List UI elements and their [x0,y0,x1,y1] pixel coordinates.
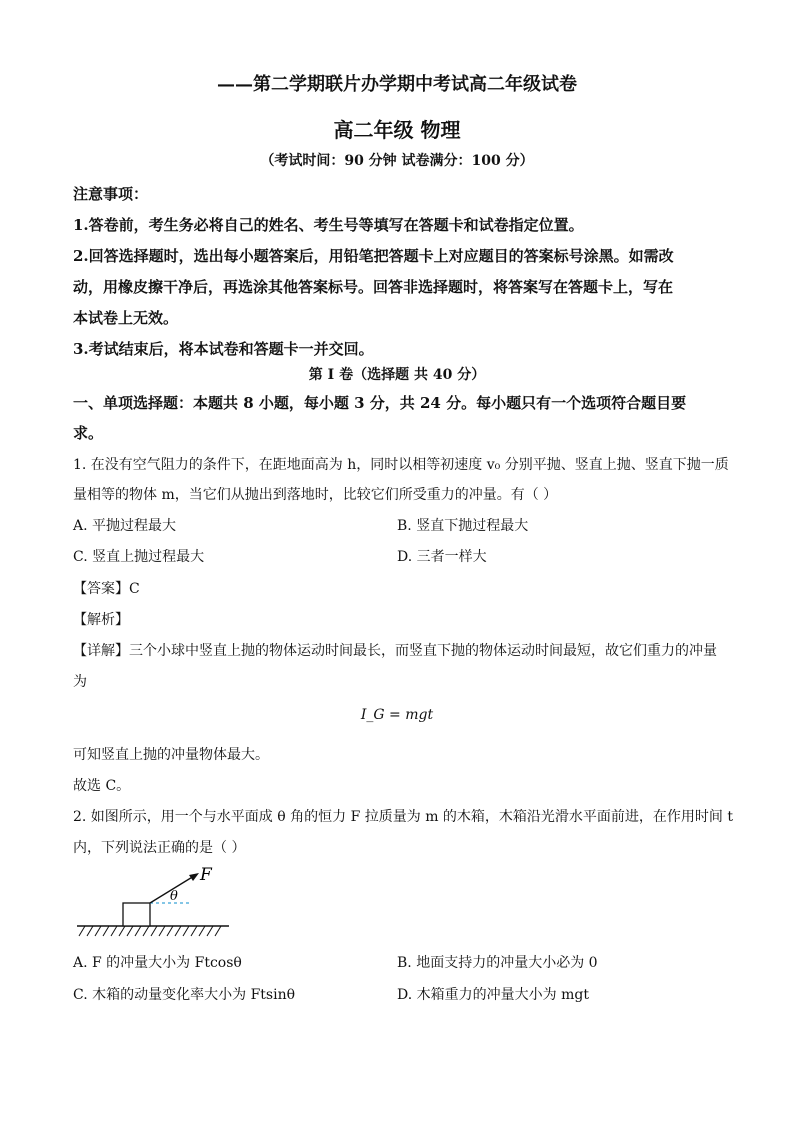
q1-detail-line-1: 【详解】三个小球中竖直上抛的物体运动时间最长，而竖直下抛的物体运动时间最短，故它们重力的冲量 [73,643,717,659]
angle-label: θ [170,889,178,904]
notice-heading: 注意事项： [73,185,149,203]
notice-item-1: 1.答卷前，考生务必将自己的姓名、考生号等填写在答题卡和试卷指定位置。 [73,216,584,234]
q1-option-b: B. 竖直下抛过程最大 [397,518,529,534]
q1-option-c: C. 竖直上抛过程最大 [73,549,205,565]
force-label: F [200,865,212,885]
q1-stem-line-2: 量相等的物体 m，当它们从抛出到落地时，比较它们所受重力的冲量。有（ ） [73,487,558,503]
q1-option-a: A. 平抛过程最大 [73,518,177,534]
q1-formula: I_G = mgt [360,707,434,723]
q2-figure [73,864,233,942]
q2-stem-line-2: 内，下列说法正确的是（ ） [73,840,246,856]
exam-info: （考试时间：90 分钟 试卷满分：100 分） [260,153,534,169]
notice-item-2-line-2: 动，用橡皮擦干净后，再选涂其他答案标号。回答非选择题时，将答案写在答题卡上，写在 [73,278,674,296]
q1-option-d: D. 三者一样大 [397,549,487,565]
notice-item-2-line-1: 2.回答选择题时，选出每小题答案后，用铅笔把答题卡上对应题目的答案标号涂黑。如需改 [73,247,674,265]
q2-option-b: B. 地面支持力的冲量大小必为 0 [397,955,598,971]
arrow-head-icon [189,873,199,881]
q1-analysis-label: 【解析】 [73,612,129,628]
subject-title: 高二年级 物理 [333,118,461,142]
q2-option-a: A. F 的冲量大小为 Ftcosθ [73,955,242,971]
q2-option-c: C. 木箱的动量变化率大小为 Ftsinθ [73,987,296,1003]
q2-stem-line-1: 2. 如图所示，用一个与水平面成 θ 角的恒力 F 拉质量为 m 的木箱，木箱沿光滑水平面前进，在作用时间 t [73,809,734,825]
q1-choice: 故选 C。 [73,778,131,794]
q1-answer: 【答案】C [73,581,140,597]
wooden-box [123,903,150,926]
notice-item-3: 3.考试结束后，将本试卷和答题卡一并交回。 [73,340,374,358]
notice-item-2-line-3: 本试卷上无效。 [73,309,179,327]
section-heading-line-2: 求。 [73,424,104,442]
q1-stem-line-1: 1. 在没有空气阻力的条件下，在距地面高为 h，同时以相等初速度 v₀ 分别平抛、竖直上抛、竖直下抛一质 [73,457,729,473]
q2-option-d: D. 木箱重力的冲量大小为 mgt [397,987,589,1003]
ground-hatching [79,926,221,936]
q1-conclusion: 可知竖直上抛的冲量物体最大。 [73,747,269,763]
part-title: 第 I 卷（选择题 共 40 分） [308,367,486,383]
exam-title: ——第二学期联片办学期中考试高二年级试卷 [217,74,577,95]
q1-detail-line-2: 为 [73,674,87,690]
section-heading-line-1: 一、单项选择题：本题共 8 小题，每小题 3 分，共 24 分。每小题只有一个选项符合题目要 [73,394,687,412]
